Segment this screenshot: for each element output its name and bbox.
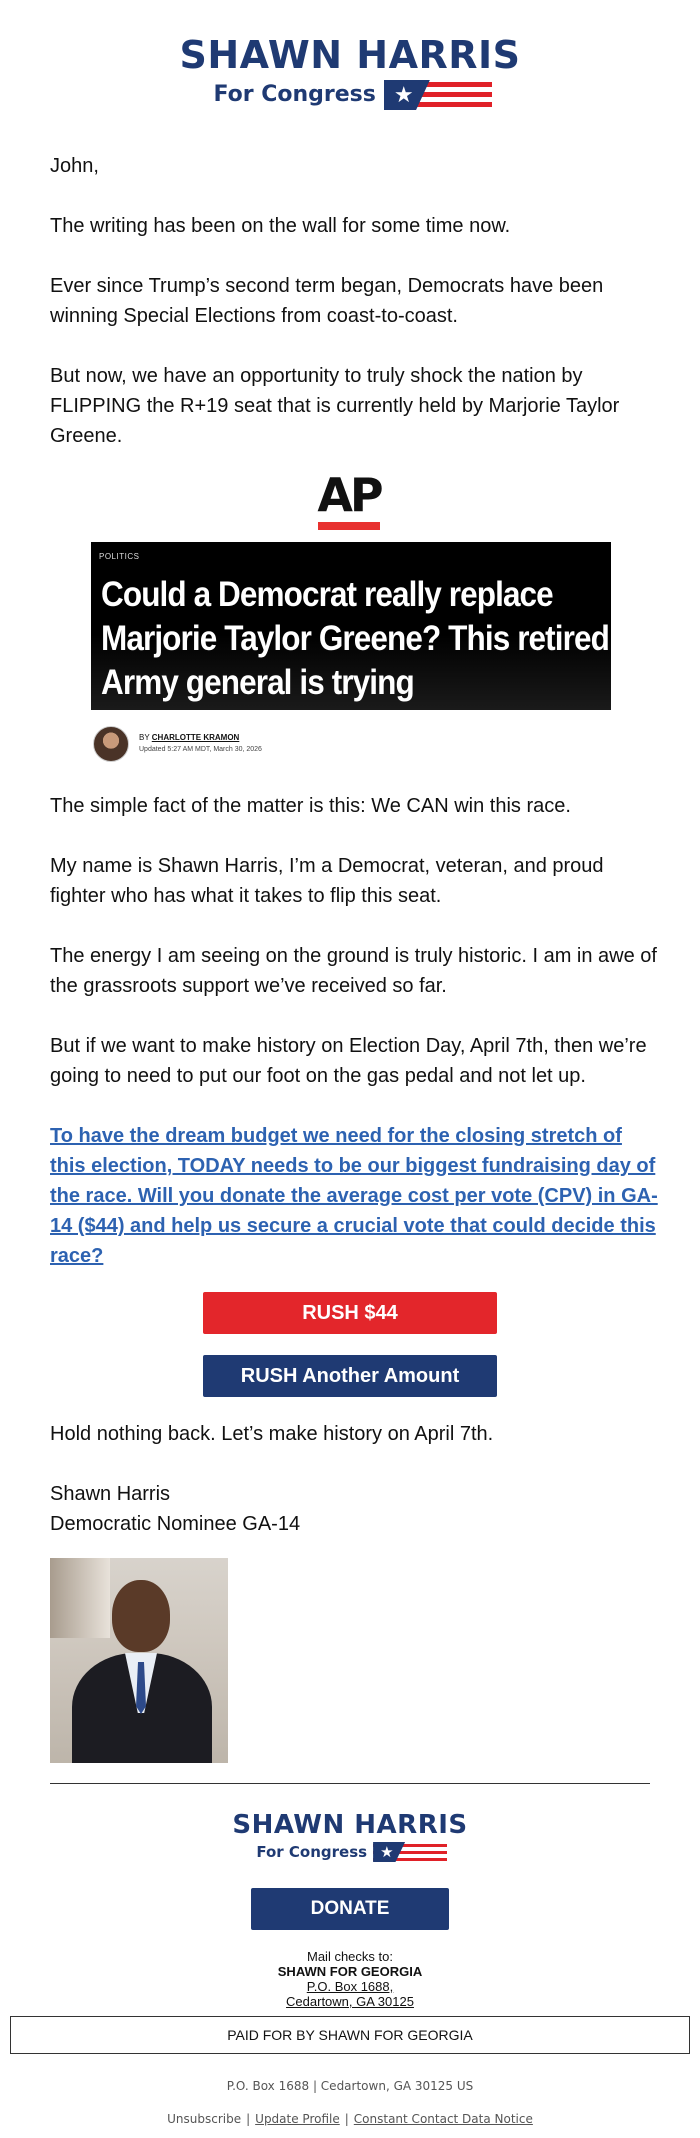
article-card (91, 542, 611, 710)
paragraph-7: But if we want to make history on Election Day, April 7th, then we’re going to need to put our foot on the gas pedal and not let up. (50, 1035, 647, 1087)
article-byline (93, 725, 262, 763)
author-avatar (93, 726, 129, 762)
footer-divider (50, 1783, 650, 1784)
rush-another-amount-button[interactable]: RUSH Another Amount (203, 1355, 497, 1397)
paragraph-4: The simple fact of the matter is this: We CAN win this race. (50, 795, 571, 817)
byline-prefix: BY (139, 733, 150, 742)
ap-logo-bar (318, 522, 380, 530)
footer-separator: | (344, 2112, 349, 2126)
article-kicker: POLITICS (99, 552, 140, 561)
header-logo (0, 33, 700, 110)
paragraph-6: The energy I am seeing on the ground is truly historic. I am in awe of the grassroots support we’ve received so far. (50, 945, 657, 997)
mailing-address (0, 1949, 700, 2009)
logo-subtitle: For Congress (213, 82, 376, 107)
data-notice-link[interactable]: Constant Contact Data Notice (353, 2112, 533, 2126)
paid-for-disclaimer: PAID FOR BY SHAWN FOR GEORGIA (10, 2016, 690, 2054)
update-profile-link[interactable]: Update Profile (255, 2112, 340, 2126)
footer-flag-icon: ★ (373, 1842, 447, 1862)
greeting: John, (50, 155, 99, 177)
paragraph-2: Ever since Trump’s second term began, Democrats have been winning Special Elections from coast-to-coast. (50, 275, 604, 327)
rush-44-button[interactable]: RUSH $44 (203, 1292, 497, 1334)
ap-logo-text: AP (317, 468, 381, 522)
paragraph-5: My name is Shawn Harris, I’m a Democrat, veteran, and proud fighter who has what it takes to flip this seat. (50, 855, 604, 907)
footer-logo-name: SHAWN HARRIS (232, 1810, 468, 1840)
footer-links (0, 2112, 700, 2126)
footer-separator: | (246, 2112, 251, 2126)
closing-line: Hold nothing back. Let’s make history on April 7th. (50, 1423, 494, 1445)
paragraph-3: But now, we have an opportunity to truly shock the nation by FLIPPING the R+19 seat that is currently held by Marjorie Taylor Greene. (50, 365, 620, 447)
unsubscribe-link[interactable]: Unsubscribe (167, 2112, 242, 2126)
mail-line-2[interactable]: Cedartown, GA 30125 (286, 1994, 414, 2009)
mail-checks-label: Mail checks to: (307, 1949, 393, 1964)
signature-name: Shawn Harris (50, 1483, 171, 1505)
flag-icon: ★ (384, 80, 492, 110)
signature-title: Democratic Nominee GA-14 (50, 1513, 301, 1535)
article-updated: Updated 5:27 AM MDT, March 30, 2026 (139, 746, 262, 753)
author-name: CHARLOTTE KRAMON (151, 733, 240, 742)
logo-name: SHAWN HARRIS (179, 33, 521, 77)
paragraph-1: The writing has been on the wall for some time now. (50, 215, 511, 237)
donate-cta-link[interactable]: To have the dream budget we need for the closing stretch of this election, TODAY needs to be our biggest fundraising day of the race. Will you donate the average cost per vote (CPV) in GA-14 ($44) and help us secure a crucial vote that could decide this race? (50, 1125, 658, 1267)
footer-logo-subtitle: For Congress (256, 1842, 368, 1861)
mail-line-1[interactable]: P.O. Box 1688, (306, 1979, 394, 1994)
footer-address: P.O. Box 1688 | Cedartown, GA 30125 US (226, 2079, 474, 2093)
donate-button[interactable]: DONATE (251, 1888, 449, 1930)
ap-logo (316, 468, 382, 532)
article-headline: Could a Democrat really replace Marjorie Taylor Greene? This retired Army general is trying (101, 575, 609, 702)
mail-org: SHAWN FOR GEORGIA (277, 1964, 423, 1979)
footer-logo (0, 1812, 700, 1862)
candidate-photo (50, 1558, 228, 1763)
